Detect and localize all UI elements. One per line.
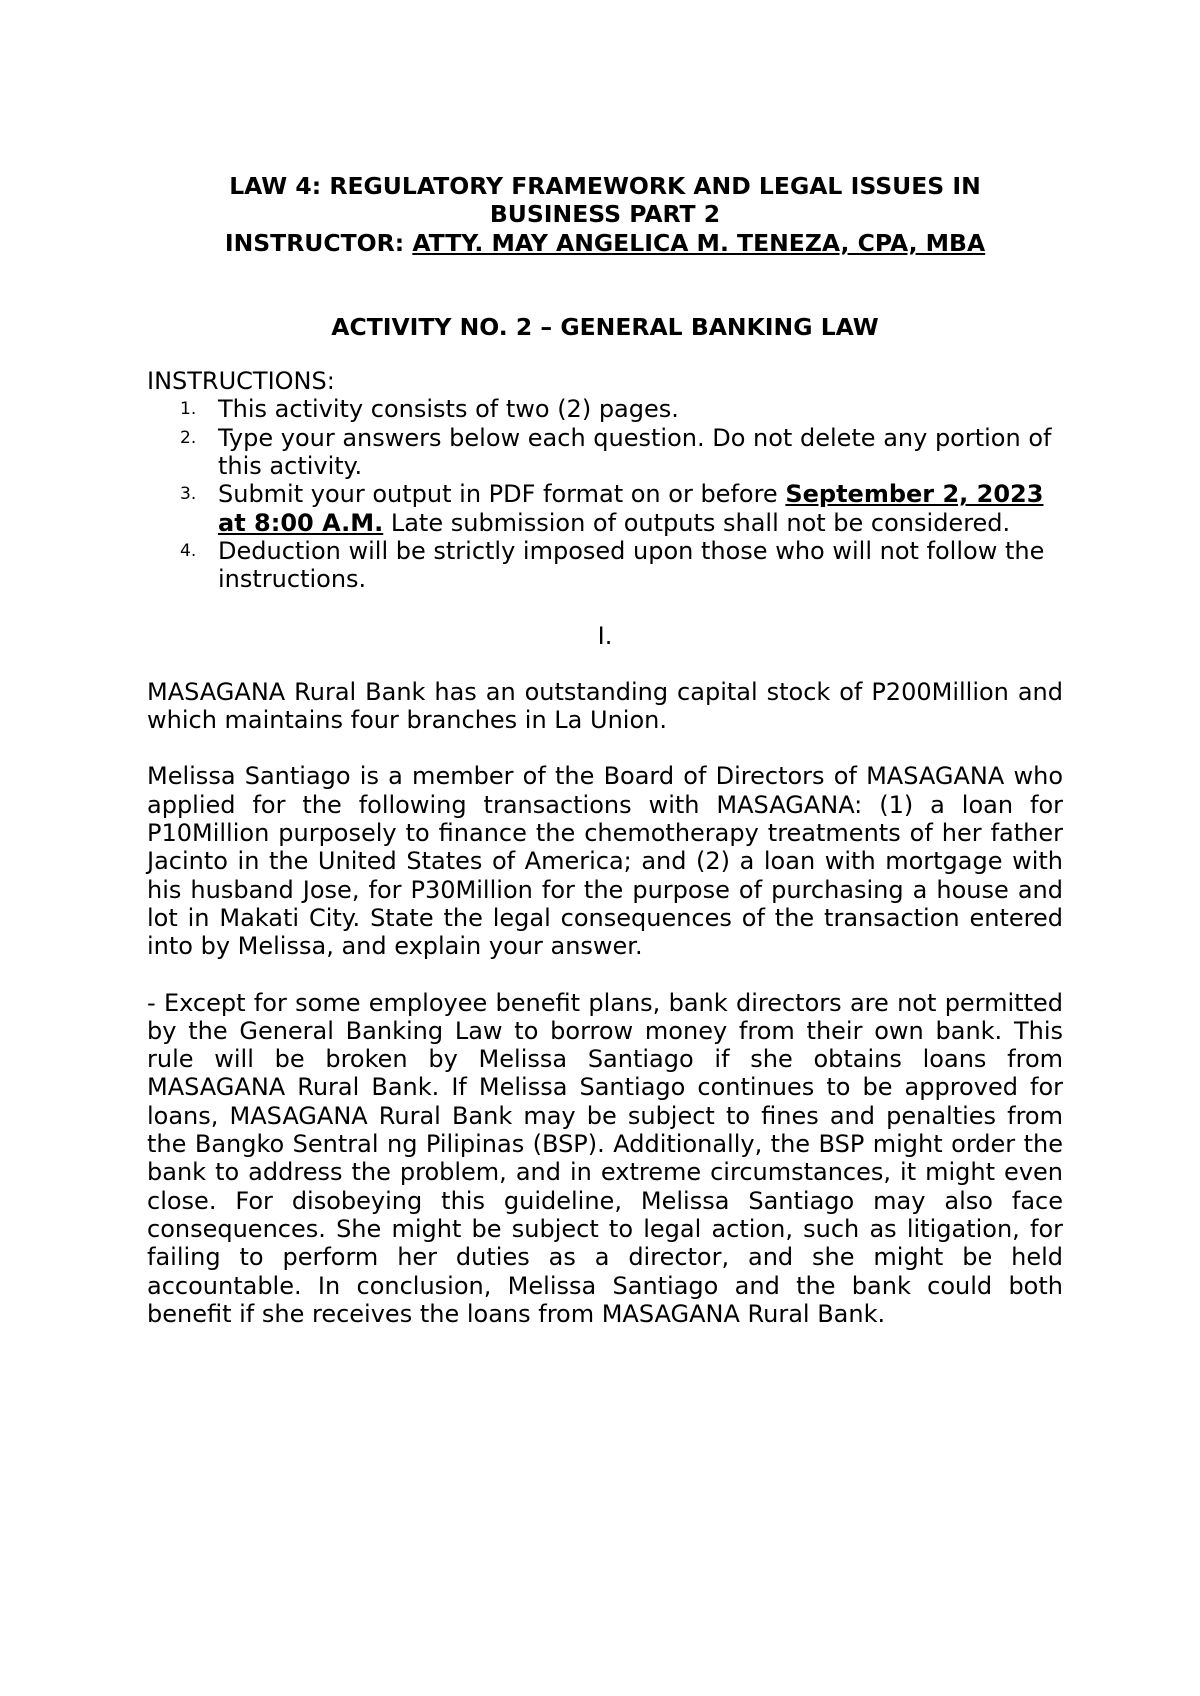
deadline-text: September 2, 2023 at 8:00 A.M. bbox=[218, 480, 1044, 537]
instructor-line bbox=[147, 229, 1063, 257]
instruction-text: Submit your output in PDF format on or before bbox=[218, 480, 786, 509]
course-title-line-2: BUSINESS PART 2 bbox=[489, 200, 721, 229]
instructions-label: INSTRUCTIONS: bbox=[147, 367, 335, 396]
answer-paragraph: - Except for some employee benefit plans, bank directors are not permitted by the General Banking Law to borrow money from their own bank. This rule will be broken by Melissa Santiago if she obtains loans from MASAGANA Rural Bank. If Melissa Santiago continues to be approved for loans, MASAGANA Rural Bank may be subject to fines and penalties from the Bangko Sentral ng Pilipinas (BSP). Additionally, the BSP might order the bank to address the problem, and in extreme circumstances, it might even close. For disobeying this guideline, Melissa Santiago may also face consequences. She might be subject to legal action, such as litigation, for failing to perform her duties as a director, and she might be held accountable. In conclusion, Melissa Santiago and the bank could both benefit if she receives the loans from MASAGANA Rural Bank. bbox=[147, 988, 1063, 1328]
instruction-text: Late submission of outputs shall not be considered. bbox=[383, 508, 1011, 537]
question-paragraph: Melissa Santiago is a member of the Board of Directors of MASAGANA who applied for the following transactions with MASAGANA: (1) a loan for P10Million purposely to finance the chemotherapy treatments of her father Jacinto in the United States of America; and (2) a loan with mortgage with his husband Jose, for P30Million for the purpose of purchasing a house and lot in Makati City. State the legal consequences of the transaction entered into by Melissa, and explain your answer. bbox=[147, 762, 1063, 961]
instruction-item bbox=[147, 537, 1063, 594]
instruction-item bbox=[147, 424, 1063, 481]
instructor-name: ATTY. MAY ANGELICA M. TENEZA, CPA, MBA bbox=[412, 228, 986, 257]
instruction-item bbox=[147, 480, 1063, 537]
instructions-list bbox=[147, 395, 1063, 593]
instruction-number: 2. bbox=[180, 427, 197, 448]
section-number: I. bbox=[597, 621, 613, 650]
instruction-text: This activity consists of two (2) pages. bbox=[218, 395, 679, 424]
activity-title: ACTIVITY NO. 2 – GENERAL BANKING LAW bbox=[331, 312, 879, 341]
instruction-number: 3. bbox=[180, 484, 197, 505]
instruction-item bbox=[147, 395, 1063, 423]
problem-paragraph: MASAGANA Rural Bank has an outstanding capital stock of P200Million and which maintains four branches in La Union. bbox=[147, 677, 1063, 735]
instruction-number: 1. bbox=[180, 399, 197, 420]
course-title-line-1: LAW 4: REGULATORY FRAMEWORK AND LEGAL ISSUES IN bbox=[229, 172, 981, 200]
instruction-text: Deduction will be strictly imposed upon those who will not follow the instructions. bbox=[218, 536, 1045, 594]
document-header bbox=[147, 172, 1063, 257]
instructor-label: INSTRUCTOR: bbox=[224, 228, 413, 257]
instruction-text: Type your answers below each question. Do not delete any portion of this activity. bbox=[218, 423, 1052, 481]
document-page bbox=[147, 172, 1063, 1328]
instruction-number: 4. bbox=[180, 540, 197, 561]
